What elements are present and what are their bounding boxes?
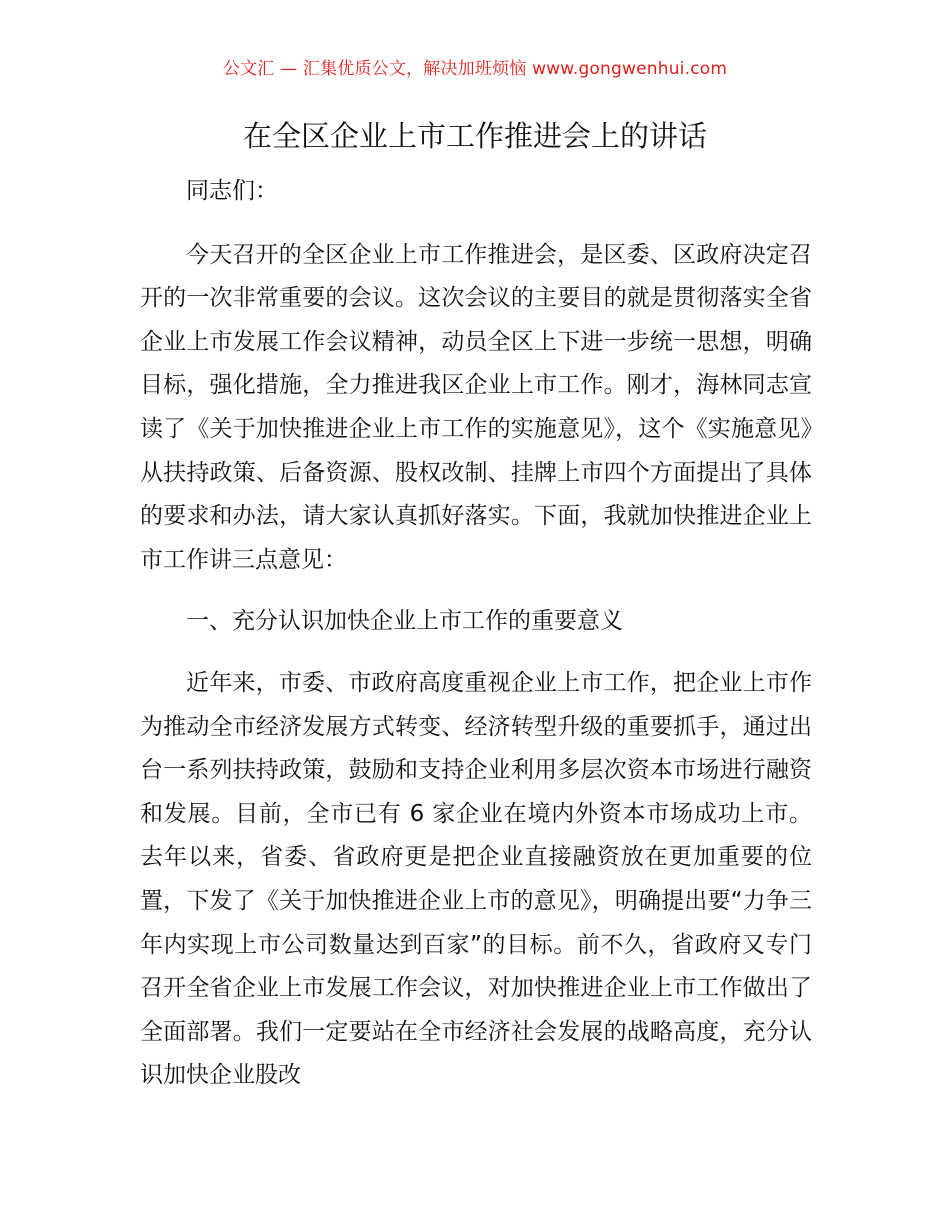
paragraph-section-1: 近年来，市委、市政府高度重视企业上市工作，把企业上市作为推动全市经济发展方式转变、经济转型升级的重要抓手，通过出台一系列扶持政策，鼓励和支持企业利用多层次资本市场进行融资和发展。目前，全市已有 6 家企业在境内外资本市场成功上市。去年以来，省委、省政府更是把企业直接融资放在更加重要的位置，下发了《关于加快推进企业上市的意见》，明确提出要“力争三年内实现上市公司数量达到百家”的目标。前不久，省政府又专门召开全省企业上市发展工作会议，对加快推进企业上市工作做出了全面部署。我们一定要站在全市经济社会发展的战略高度，充分认识加快企业股改 — [140, 669, 812, 1089]
header-banner: 公文汇 — 汇集优质公文，解决加班烦恼 www.gongwenhui.com — [222, 59, 728, 79]
document-title: 在全区企业上市工作推进会上的讲话 — [242, 119, 707, 153]
paragraph-intro: 今天召开的全区企业上市工作推进会，是区委、区政府决定召开的一次非常重要的会议。这次会议的主要目的就是贯彻落实全省企业上市发展工作会议精神，动员全区上下进一步统一思想，明确目标，强化措施，全力推进我区企业上市工作。刚才，海林同志宣读了《关于加快推进企业上市工作的实施意见》，这个《实施意见》从扶持政策、后备资源、股权改制、挂牌上市四个方面提出了具体的要求和办法，请大家认真抓好落实。下面，我就加快推进企业上市工作讲三点意见： — [140, 241, 812, 573]
document-body — [140, 170, 812, 1098]
section-heading-1: 一、充分认识加快企业上市工作的重要意义 — [186, 608, 623, 635]
salutation: 同志们： — [186, 178, 278, 204]
